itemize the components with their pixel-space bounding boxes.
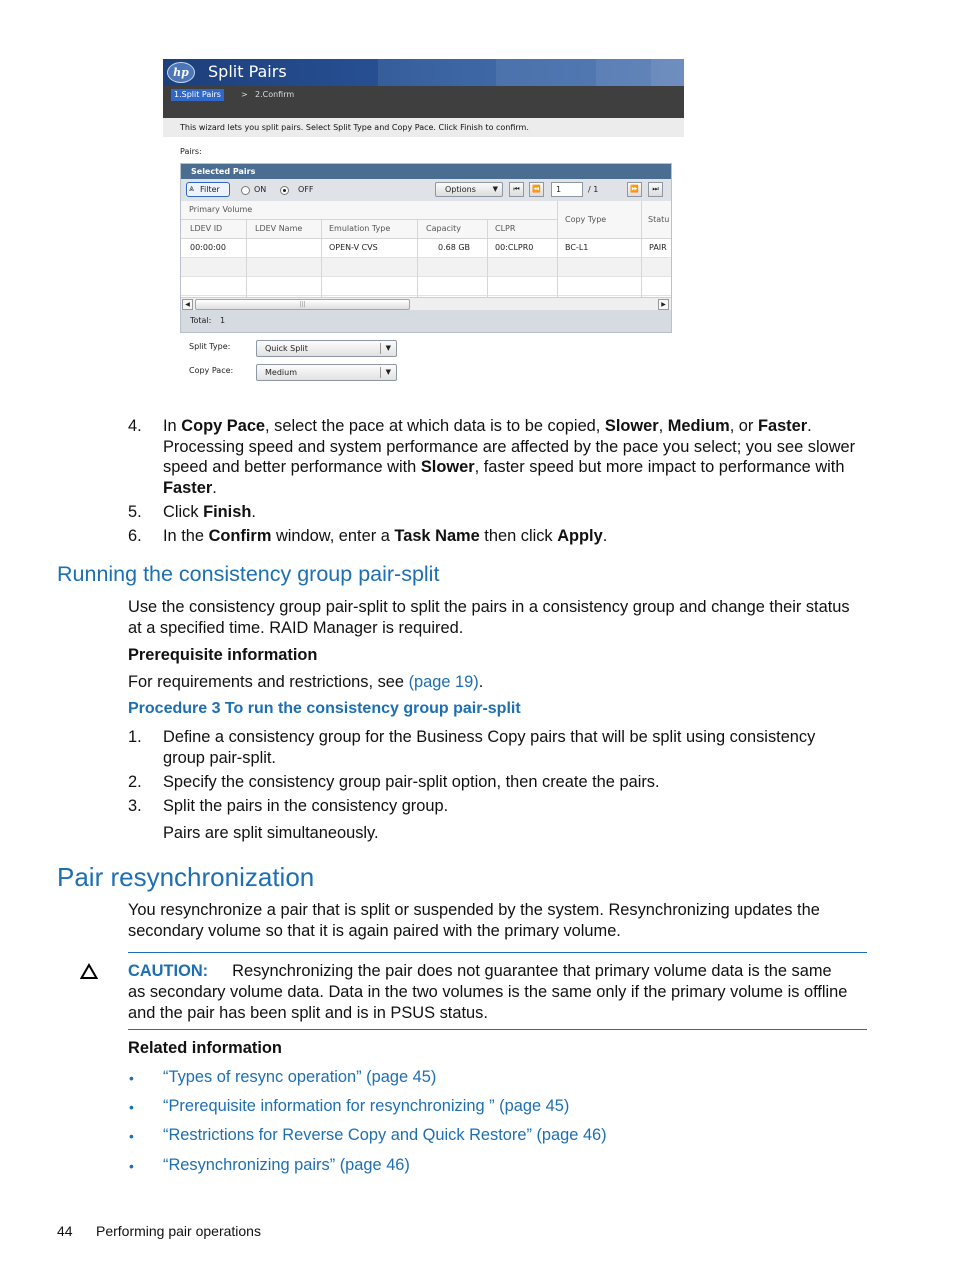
bullet: • bbox=[129, 1070, 134, 1086]
step-4-line-3: speed and better performance with Slower, faster speed but more impact to performance with bbox=[163, 458, 845, 476]
step-number: 4. bbox=[128, 417, 142, 435]
prerequisite-heading: Prerequisite information bbox=[128, 646, 318, 664]
pairs-table bbox=[181, 201, 671, 297]
step-6: In the Confirm window, enter a Task Name then click Apply. bbox=[163, 527, 608, 545]
table-row[interactable] bbox=[181, 239, 671, 258]
hp-logo: hp bbox=[167, 62, 195, 83]
bullet: • bbox=[129, 1158, 134, 1174]
bullet: • bbox=[129, 1099, 134, 1115]
step-4-line-4: Faster. bbox=[163, 479, 217, 497]
link-resynchronizing-pairs[interactable]: “Resynchronizing pairs” (page 46) bbox=[163, 1156, 410, 1174]
step-5: Click Finish. bbox=[163, 503, 256, 521]
cell-clpr: 00:CLPR0 bbox=[495, 243, 534, 252]
column-ldev-id[interactable]: LDEV ID bbox=[190, 224, 223, 233]
step-number: 2. bbox=[128, 773, 142, 791]
next-page-button[interactable] bbox=[627, 182, 642, 197]
horizontal-scrollbar[interactable] bbox=[181, 297, 671, 310]
page-number: 44 bbox=[57, 1223, 73, 1239]
caution-label: CAUTION: bbox=[128, 962, 209, 980]
step-number: 5. bbox=[128, 503, 142, 521]
total-value: 1 bbox=[219, 316, 226, 325]
step-number: 1. bbox=[128, 728, 142, 746]
step-number: 6. bbox=[128, 527, 142, 545]
options-dropdown[interactable] bbox=[435, 182, 503, 197]
caution-line-2: as secondary volume data. Data in the two volumes is the same only if the primary volume is offline bbox=[128, 983, 848, 1001]
breadcrumb-separator: > bbox=[241, 90, 248, 99]
wizard-titlebar bbox=[163, 59, 684, 86]
total-label: Total: bbox=[190, 316, 212, 325]
filter-off-radio[interactable] bbox=[280, 186, 289, 195]
page-count: / 1 bbox=[588, 185, 599, 194]
prev-page-icon: ⏪ bbox=[532, 185, 541, 193]
resync-intro-line-2: secondary volume so that it is again paired with the primary volume. bbox=[128, 922, 621, 940]
caution-bottom-rule bbox=[128, 1029, 867, 1030]
table-toolbar bbox=[181, 179, 671, 201]
resync-intro-line-1: You resynchronize a pair that is split or suspended by the system. Resynchronizing updates the bbox=[128, 901, 820, 919]
column-ldev-name[interactable]: LDEV Name bbox=[255, 224, 303, 233]
chevron-down-icon: ▼ bbox=[385, 368, 391, 376]
split-type-label: Split Type: bbox=[189, 342, 231, 351]
procedure-step-3: Split the pairs in the consistency group. bbox=[163, 797, 449, 815]
consistency-intro-line-1: Use the consistency group pair-split to split the pairs in a consistency group and change their status bbox=[128, 598, 850, 616]
filter-button[interactable] bbox=[186, 182, 230, 197]
related-information-heading: Related information bbox=[128, 1039, 282, 1057]
breadcrumb-step-split-pairs[interactable]: 1.Split Pairs bbox=[171, 89, 224, 101]
procedure-title: Procedure 3 To run the consistency group pair-split bbox=[128, 700, 521, 717]
wizard-description: This wizard lets you split pairs. Select Split Type and Copy Pace. Click Finish to confirm. bbox=[163, 118, 684, 137]
prev-page-button[interactable] bbox=[529, 182, 544, 197]
column-capacity[interactable]: Capacity bbox=[426, 224, 461, 233]
procedure-step-1-line-1: Define a consistency group for the Business Copy pairs that will be split using consistency bbox=[163, 728, 816, 746]
step-4-line-1: In Copy Pace, select the pace at which data is to be copied, Slower, Medium, or Faster. bbox=[163, 417, 812, 435]
caution-line-1: CAUTION: Resynchronizing the pair does not guarantee that primary volume data is the same bbox=[128, 962, 832, 980]
split-pairs-screenshot bbox=[163, 59, 684, 387]
copy-pace-label: Copy Pace: bbox=[189, 366, 234, 375]
scroll-right-icon: ▶ bbox=[661, 301, 666, 308]
caution-line-3: and the pair has been split and is in PSUS status. bbox=[128, 1004, 488, 1022]
chevron-down-icon: ▼ bbox=[492, 185, 498, 193]
table-group-header bbox=[181, 201, 557, 220]
scroll-thumb[interactable] bbox=[195, 299, 410, 310]
total-bar bbox=[181, 310, 671, 332]
group-header-primary-volume: Primary Volume bbox=[189, 205, 253, 214]
last-page-icon: ⏭ bbox=[652, 185, 659, 193]
footer-section-title: Performing pair operations bbox=[96, 1223, 261, 1239]
procedure-step-2: Specify the consistency group pair-split option, then create the pairs. bbox=[163, 773, 660, 791]
chevron-down-icon: ▼ bbox=[385, 344, 391, 352]
consistency-intro-line-2: at a specified time. RAID Manager is required. bbox=[128, 619, 464, 637]
prerequisite-text: For requirements and restrictions, see (page 19). bbox=[128, 673, 484, 691]
bullet: • bbox=[129, 1128, 134, 1144]
filter-on-label: ON bbox=[254, 185, 267, 194]
copy-pace-select[interactable] bbox=[256, 364, 397, 381]
last-page-button[interactable] bbox=[648, 182, 663, 197]
column-status[interactable]: Statu bbox=[648, 215, 670, 224]
cell-copy-type: BC-L1 bbox=[565, 243, 589, 252]
column-copy-type[interactable]: Copy Type bbox=[565, 215, 607, 224]
breadcrumb-step-confirm[interactable]: 2.Confirm bbox=[255, 90, 295, 99]
cell-capacity: 0.68 GB bbox=[438, 243, 471, 252]
link-prerequisite-resync[interactable]: “Prerequisite information for resynchronizing ” (page 45) bbox=[163, 1097, 570, 1115]
first-page-button[interactable] bbox=[509, 182, 524, 197]
cell-status: PAIR bbox=[649, 243, 667, 252]
split-type-value: Quick Split bbox=[265, 344, 308, 353]
link-restrictions-reverse-copy[interactable]: “Restrictions for Reverse Copy and Quick Restore” (page 46) bbox=[163, 1126, 607, 1144]
filter-on-radio[interactable] bbox=[241, 186, 250, 195]
scroll-left-icon: ◀ bbox=[185, 301, 190, 308]
split-type-select[interactable] bbox=[256, 340, 397, 357]
panel-title: Selected Pairs bbox=[181, 164, 671, 179]
options-label: Options bbox=[445, 185, 476, 194]
copy-pace-value: Medium bbox=[265, 368, 297, 377]
selected-pairs-panel bbox=[180, 163, 672, 333]
column-clpr[interactable]: CLPR bbox=[495, 224, 516, 233]
procedure-result: Pairs are split simultaneously. bbox=[163, 824, 379, 842]
link-types-of-resync[interactable]: “Types of resync operation” (page 45) bbox=[163, 1068, 437, 1086]
step-4-line-2: Processing speed and system performance are affected by the pace you select; you see slower bbox=[163, 438, 856, 456]
column-emulation-type[interactable]: Emulation Type bbox=[329, 224, 391, 233]
table-row-empty bbox=[181, 277, 671, 296]
cell-ldev-id: 00:00:00 bbox=[190, 243, 226, 252]
step-number: 3. bbox=[128, 797, 142, 815]
next-page-icon: ⏩ bbox=[630, 185, 639, 193]
section-heading-consistency: Running the consistency group pair-split bbox=[57, 562, 440, 586]
grip-icon: ||| bbox=[299, 301, 306, 308]
first-page-icon: ⏮ bbox=[513, 185, 520, 193]
section-heading-resync: Pair resynchronization bbox=[57, 862, 315, 892]
table-row-empty bbox=[181, 258, 671, 277]
wizard-header bbox=[163, 59, 684, 118]
page-19-link[interactable]: (page 19) bbox=[408, 673, 479, 691]
page-number-input[interactable]: 1 bbox=[551, 182, 583, 197]
filter-label: Filter bbox=[200, 185, 220, 194]
caution-top-rule bbox=[128, 952, 867, 953]
scroll-left-button[interactable] bbox=[182, 299, 193, 310]
procedure-step-1-line-2: group pair-split. bbox=[163, 749, 276, 767]
cell-emulation-type: OPEN-V CVS bbox=[329, 243, 378, 252]
pairs-label: Pairs: bbox=[180, 147, 202, 156]
filter-off-label: OFF bbox=[298, 185, 314, 194]
scroll-right-button[interactable] bbox=[658, 299, 669, 310]
double-chevron-up-icon: ⩓ bbox=[189, 184, 195, 194]
caution-triangle-icon bbox=[80, 963, 98, 980]
wizard-title: Split Pairs bbox=[208, 62, 287, 81]
